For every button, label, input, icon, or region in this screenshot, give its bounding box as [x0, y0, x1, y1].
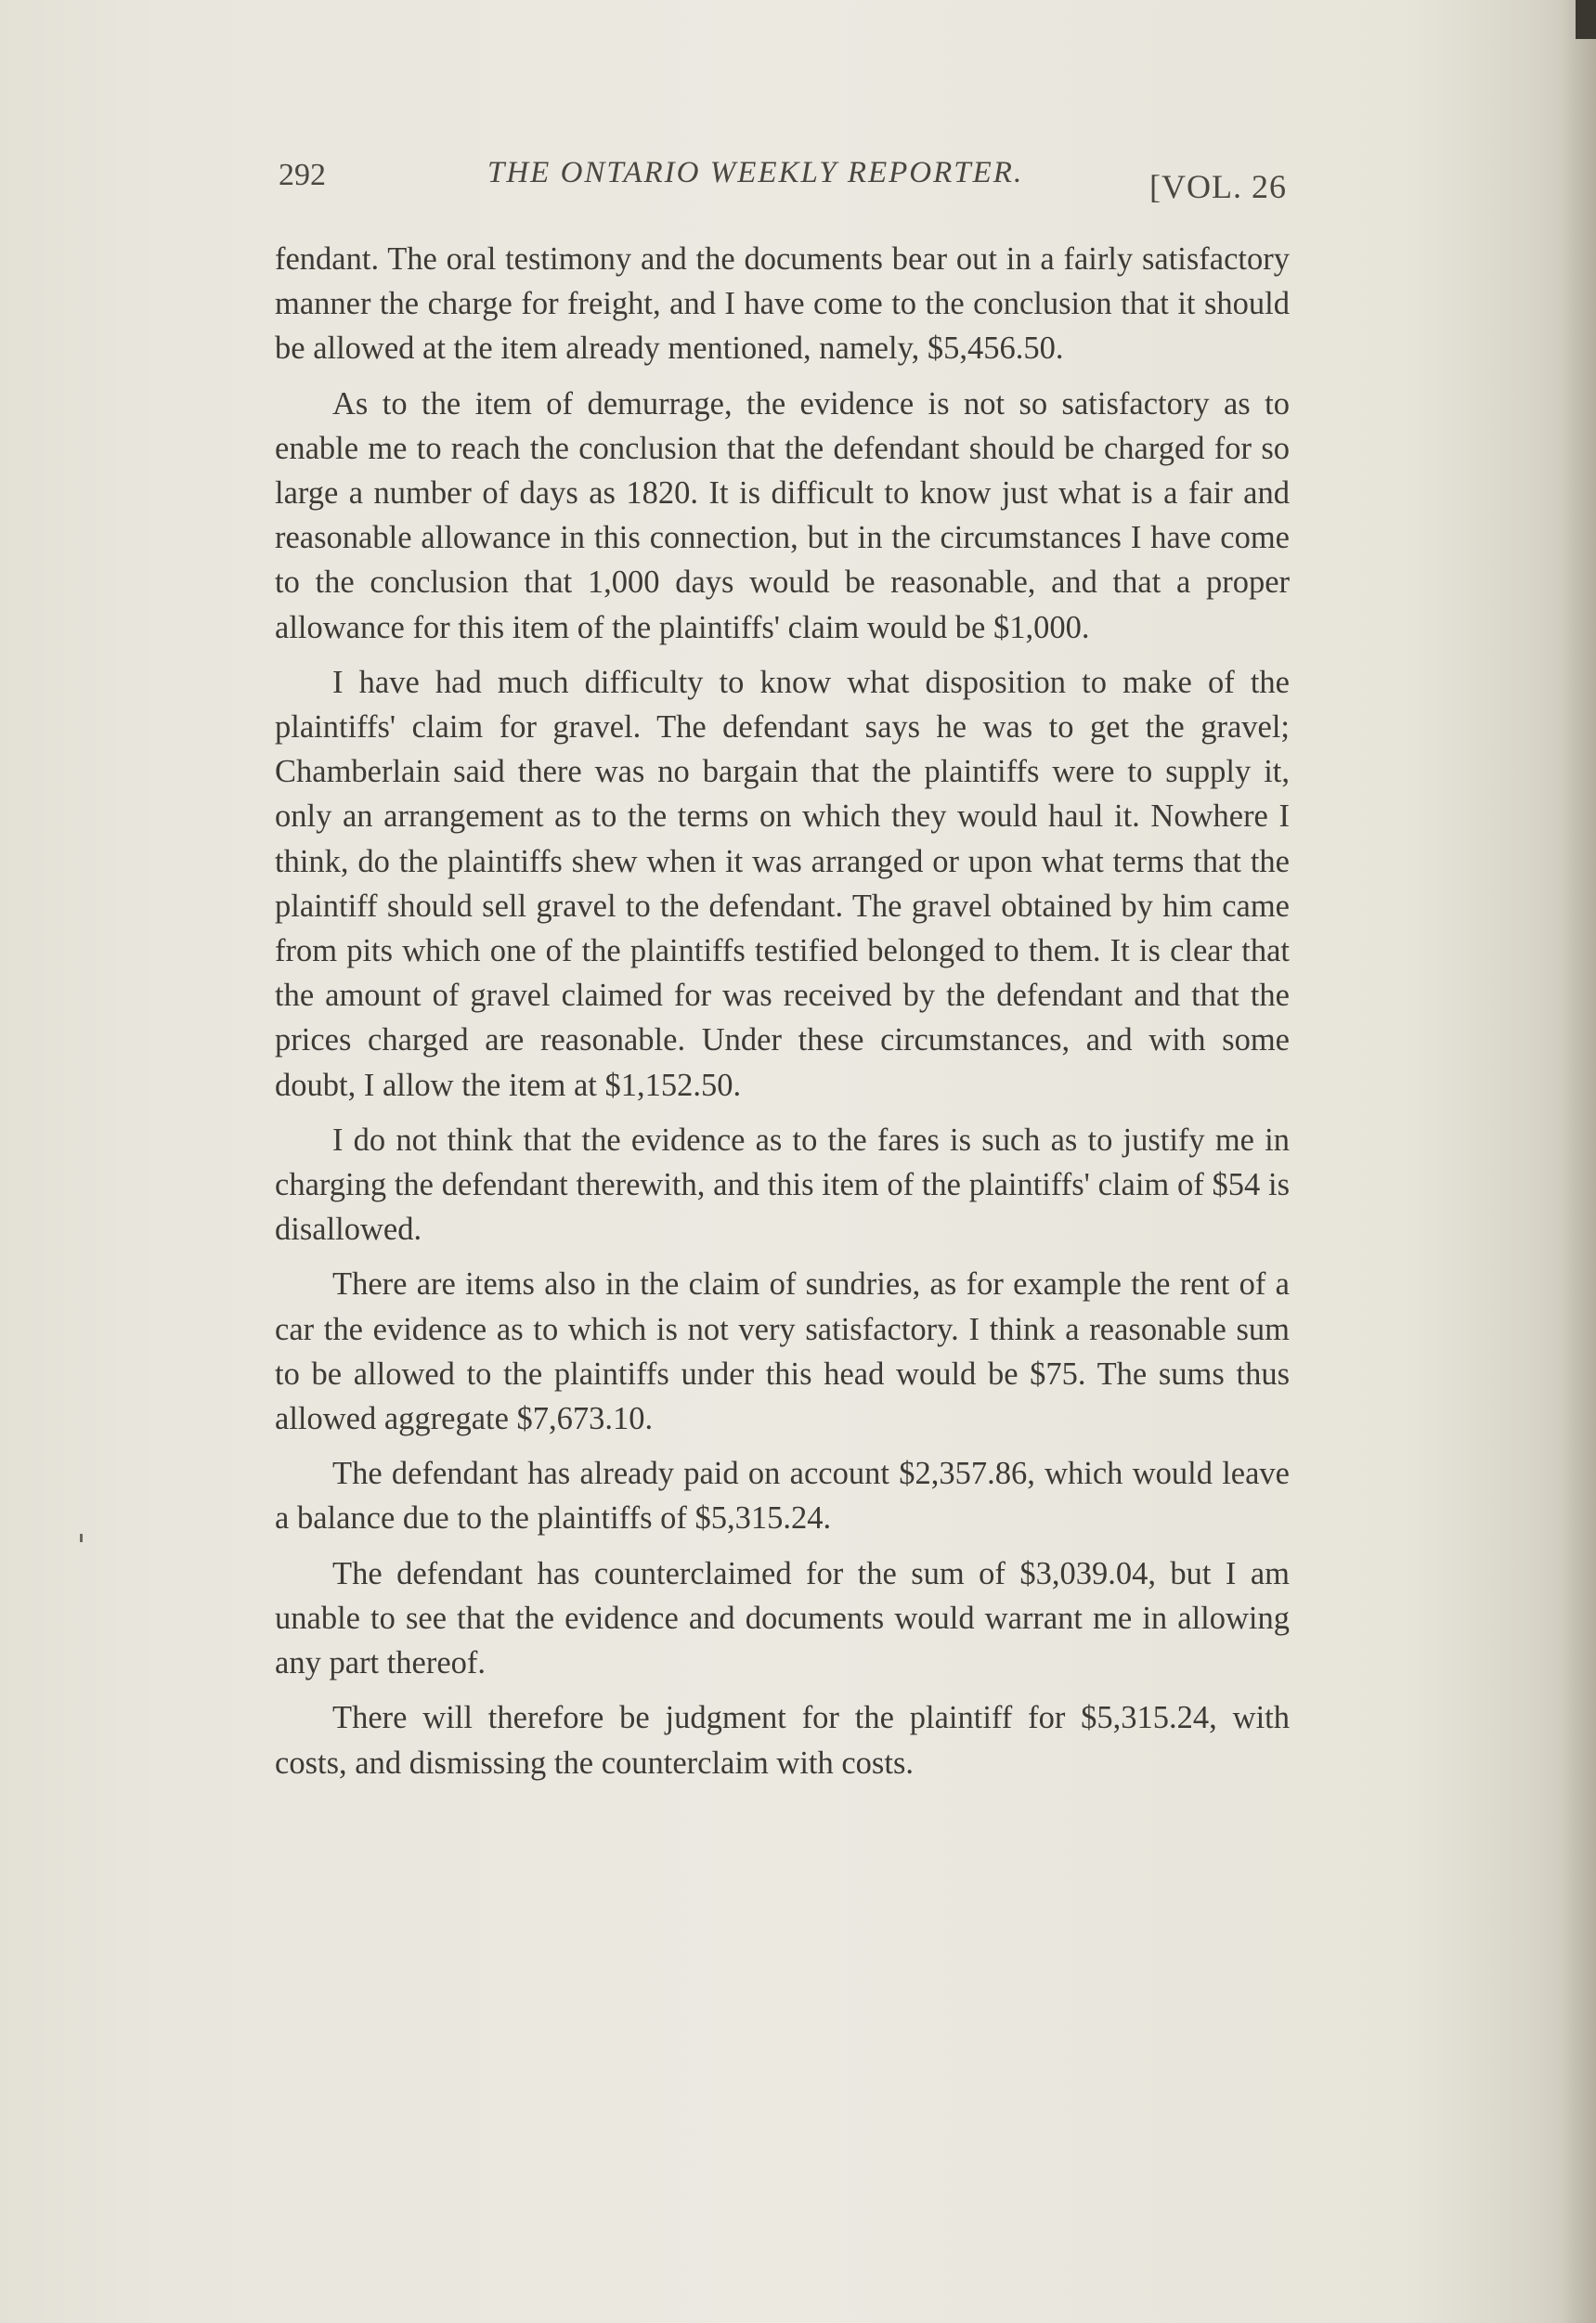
running-head [279, 150, 1291, 206]
body-text [275, 237, 1290, 1796]
paragraph-fares: I do not think that the evidence as to the fares is such as to justify me in charging the defendant therewith, and this item of the plaintiffs' claim of $54 is disallowed. [275, 1122, 1290, 1248]
paragraph-counterclaim: The defendant has counterclaimed for the sum of $3,039.04, but I am unable to see that the evidence and documents would warrant me in allowing any part thereof. [275, 1555, 1290, 1681]
paragraph-demurrage: As to the item of demurrage, the evidence is not so satisfactory as to enable me to reach the conclusion that the defendant should be charged for so large a number of days as 1820. It is difficult to know just what is a fair and reasonable allowance in this connection, but in the circumstances I have come to the conclusion that 1,000 days would be reasonable, and that a proper allowance for this item of the plaintiffs' claim would be $1,000. [275, 385, 1290, 645]
scan-corner [1576, 0, 1596, 39]
paragraph-freight: fendant. The oral testimony and the documents bear out in a fairly satisfactory manner the charge for freight, and I have come to the conclusion that it should be allowed at the item already mentioned, namely, $5,456.50. [275, 241, 1290, 367]
paragraph-judgment: There will therefore be judgment for the plaintiff for $5,315.24, with costs, and dismissing the counterclaim with costs. [275, 1700, 1290, 1781]
journal-title: THE ONTARIO WEEKLY REPORTER. [487, 156, 1024, 189]
ink-speck [80, 1534, 83, 1542]
paragraph-gravel: I have had much difficulty to know what disposition to make of the plaintiffs' claim for gravel. The defendant says he was to get the gravel; Chamberlain said there was no bargain that the plaintiffs were to supply it, only an arrangement as to the terms on which they would haul it. Nowhere I think, do the plaintiffs shew when it was arranged or upon what terms that the plaintiff should sell gravel to the defendant. The gravel obtained by him came from pits which one of the plaintiffs testified belonged to them. It is clear that the amount of gravel claimed for was received by the defendant and that the prices charged are reasonable. Under these circumstances, and with some doubt, I allow the item at $1,152.50. [275, 664, 1290, 1103]
paragraph-payment: The defendant has already paid on account $2,357.86, which would leave a balance due to the plaintiffs of $5,315.24. [275, 1456, 1290, 1537]
page-number: 292 [279, 158, 326, 192]
page-edge-shadow [1559, 0, 1596, 2323]
paragraph-sundries: There are items also in the claim of sundries, as for example the rent of a car the evidence as to which is not very satisfactory. I think a reasonable sum to be allowed to the plaintiffs under this head would be $75. The sums thus allowed aggregate $7,673.10. [275, 1266, 1290, 1437]
volume-label: [VOL. 26 [1149, 168, 1287, 205]
